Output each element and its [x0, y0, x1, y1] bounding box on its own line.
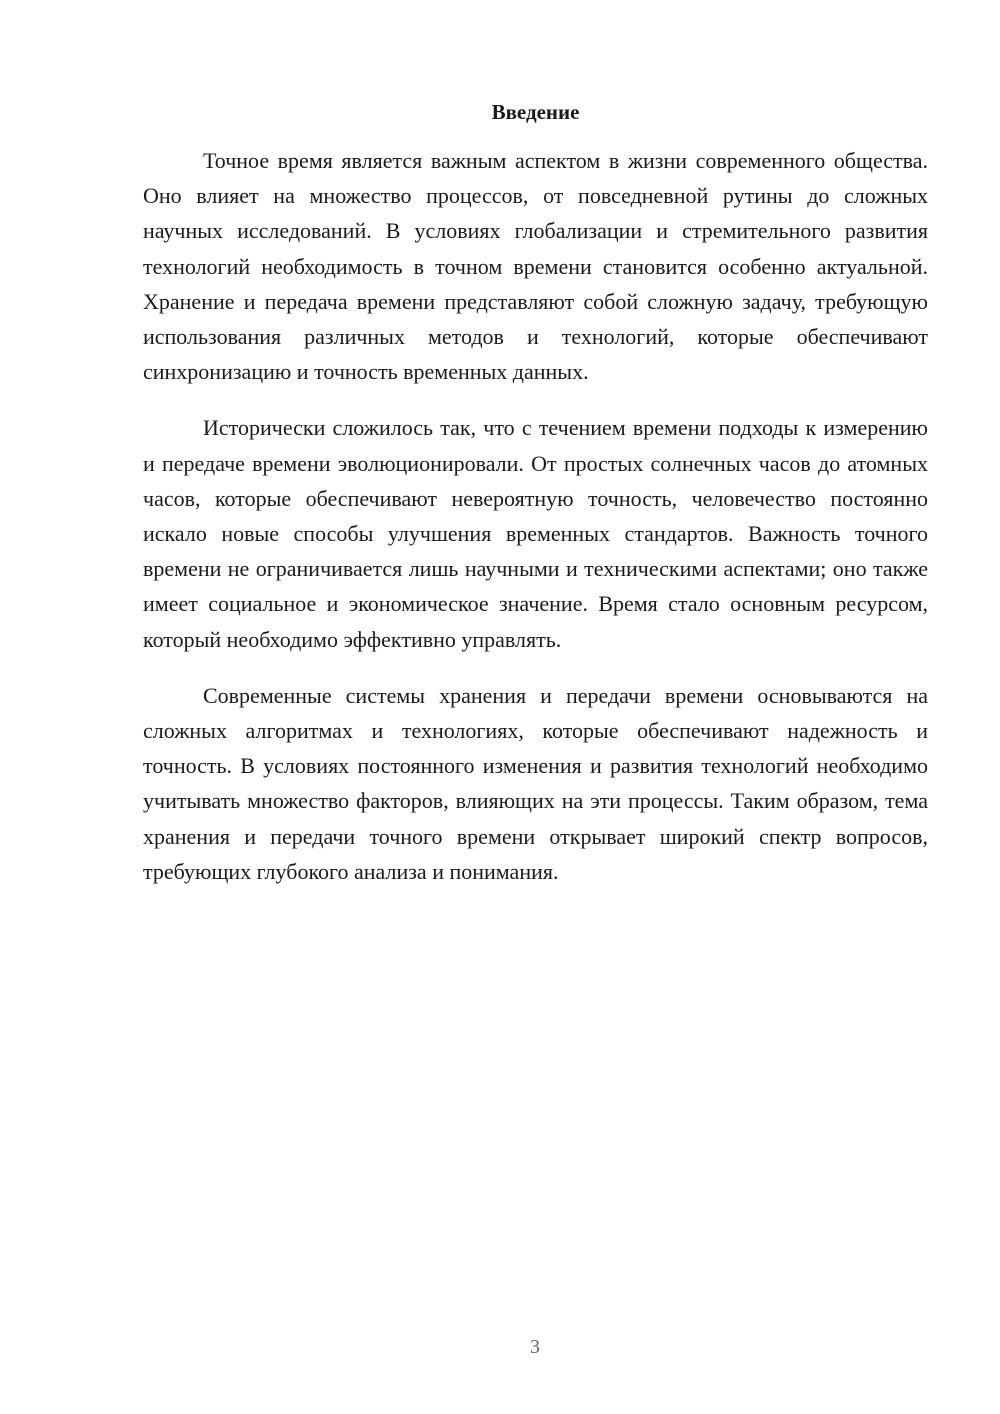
paragraph-2: Исторически сложилось так, что с течением времени подходы к измерению и передаче времени эволюционировали. От простых солнечных часов до атомных часов, которые обеспечивают невероятную точность, человечество постоянно искало новые способы улучшения временных стандартов. Важность точного времени не ограничивается лишь научными и техническими аспектами; оно также имеет социальное и экономическое значение. Время стало основным ресурсом, который необходимо эффективно управлять. — [143, 415, 928, 652]
paragraph-1: Точное время является важным аспектом в жизни современного общества. Оно влияет на множество процессов, от повседневной рутины до сложных научных исследований. В условиях глобализации и стремительного развития технологий необходимость в точном времени становится особенно актуальной. Хранение и передача времени представляют собой сложную задачу, требующую использования различных методов и технологий, которые обеспечивают синхронизацию и точность временных данных. — [143, 148, 928, 385]
page-number: 3 — [530, 1336, 540, 1358]
paragraph-3: Современные системы хранения и передачи времени основываются на сложных алгоритмах и технологиях, которые обеспечивают надежность и точность. В условиях постоянного изменения и развития технологий необходимо учитывать множество факторов, влияющих на эти процессы. Таким образом, тема хранения и передачи точного времени открывает широкий спектр вопросов, требующих глубокого анализа и понимания. — [143, 682, 928, 884]
document-body — [143, 143, 928, 910]
section-title: Введение — [491, 100, 580, 124]
